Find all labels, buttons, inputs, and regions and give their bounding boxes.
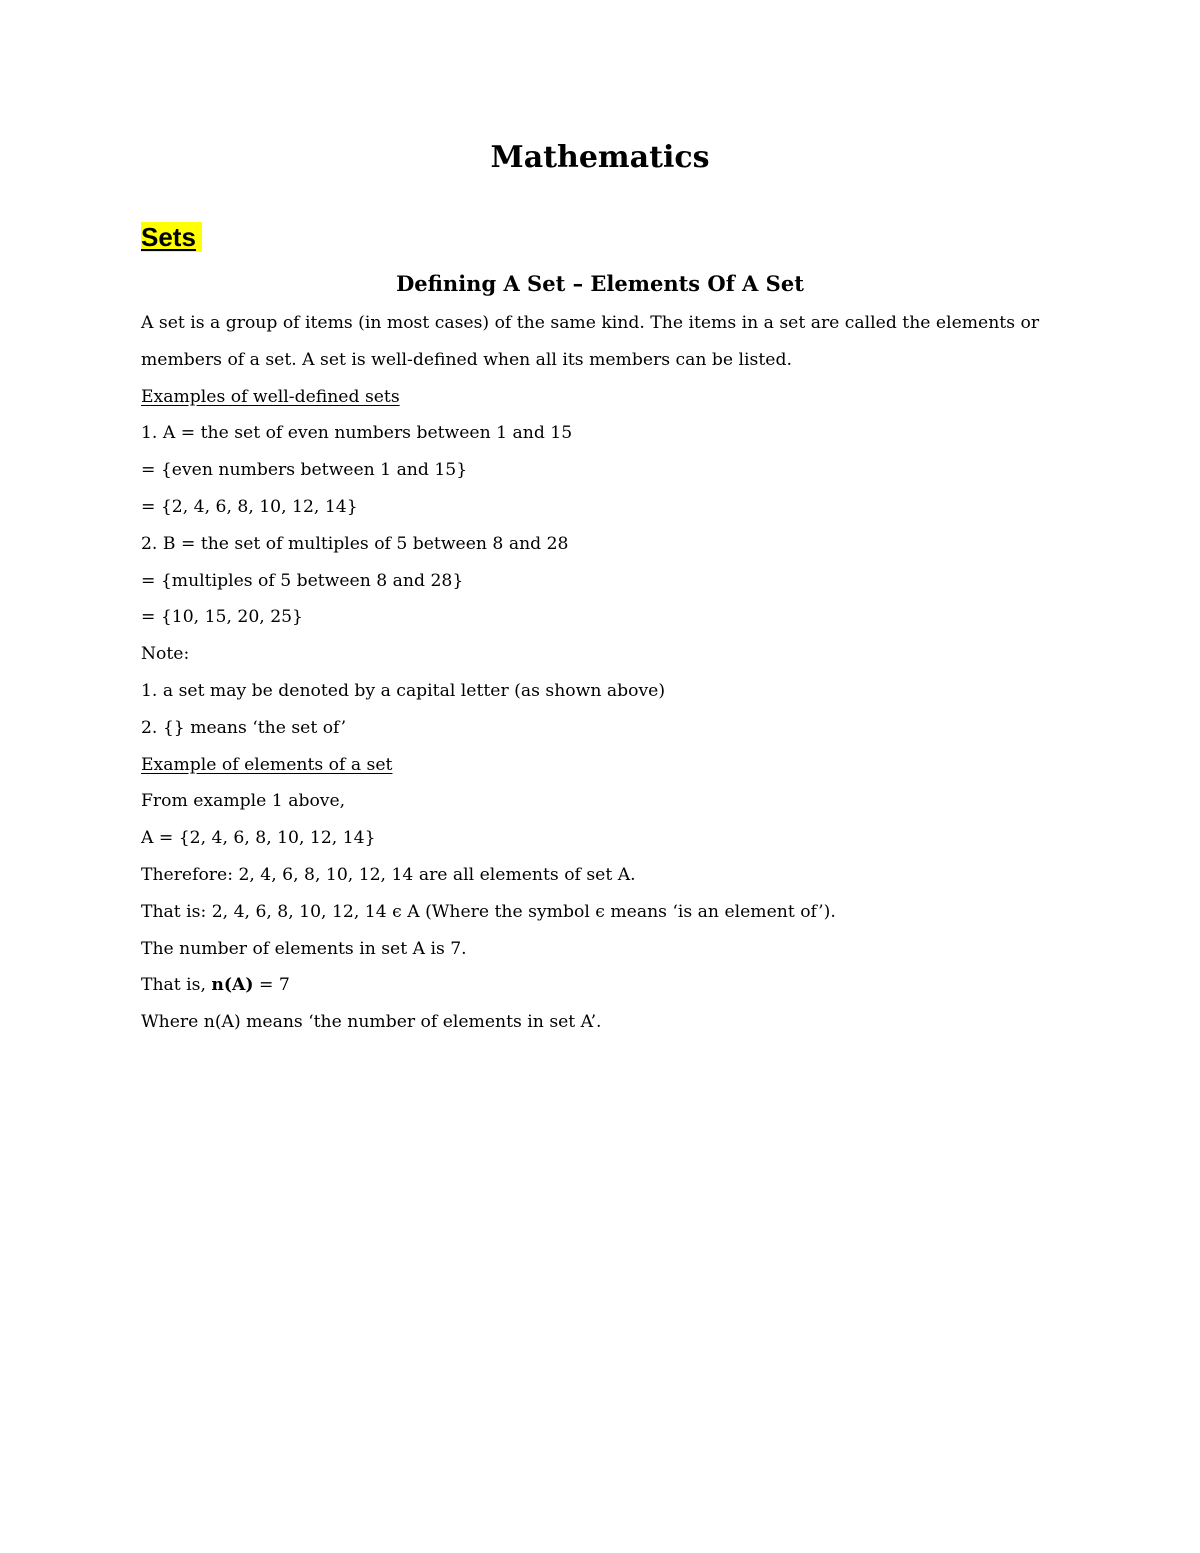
example2-line2: = {multiples of 5 between 8 and 28} xyxy=(141,570,464,591)
examples-heading xyxy=(141,379,1056,416)
section-heading-text: Sets xyxy=(141,222,202,252)
elements-line5: The number of elements in set A is 7. xyxy=(141,938,467,959)
count-prefix: That is, xyxy=(141,975,212,996)
count-line xyxy=(141,967,1056,1004)
elements-line3: Therefore: 2, 4, 6, 8, 10, 12, 14 are all elements of set A. xyxy=(141,864,636,885)
subtitle: Defining A Set – Elements Of A Set xyxy=(396,271,804,296)
count-expression: n(A) xyxy=(211,975,254,996)
document-body xyxy=(141,305,1056,1041)
elements-line1: From example 1 above, xyxy=(141,791,346,812)
example1-line3: = {2, 4, 6, 8, 10, 12, 14} xyxy=(141,496,358,517)
example2-line1: 2. B = the set of multiples of 5 between 8 and 28 xyxy=(141,533,569,554)
elements-line2: A = {2, 4, 6, 8, 10, 12, 14} xyxy=(141,828,376,849)
intro-paragraph: A set is a group of items (in most cases) of the same kind. The items in a set are called the elements or members of a set. A set is well-defined when all its members can be listed. xyxy=(141,313,1040,370)
note-label: Note: xyxy=(141,644,190,665)
page-title: Mathematics xyxy=(490,140,710,175)
elements-line4: That is: 2, 4, 6, 8, 10, 12, 14 ϵ A (Where the symbol ϵ means ‘is an element of’). xyxy=(141,901,836,922)
example1-line2: = {even numbers between 1 and 15} xyxy=(141,460,468,481)
example2-line3: = {10, 15, 20, 25} xyxy=(141,607,303,628)
examples-heading-text: Examples of well-defined sets xyxy=(141,386,400,407)
count-suffix: = 7 xyxy=(253,975,290,996)
example1-line1: 1. A = the set of even numbers between 1 and 15 xyxy=(141,423,573,444)
section-heading xyxy=(141,219,202,255)
note-item1: 1. a set may be denoted by a capital letter (as shown above) xyxy=(141,680,666,701)
elements-heading xyxy=(141,747,1056,784)
note-item2: 2. {} means ‘the set of’ xyxy=(141,717,347,738)
closing-line: Where n(A) means ‘the number of elements in set A’. xyxy=(141,1012,602,1033)
elements-heading-text: Example of elements of a set xyxy=(141,754,393,775)
